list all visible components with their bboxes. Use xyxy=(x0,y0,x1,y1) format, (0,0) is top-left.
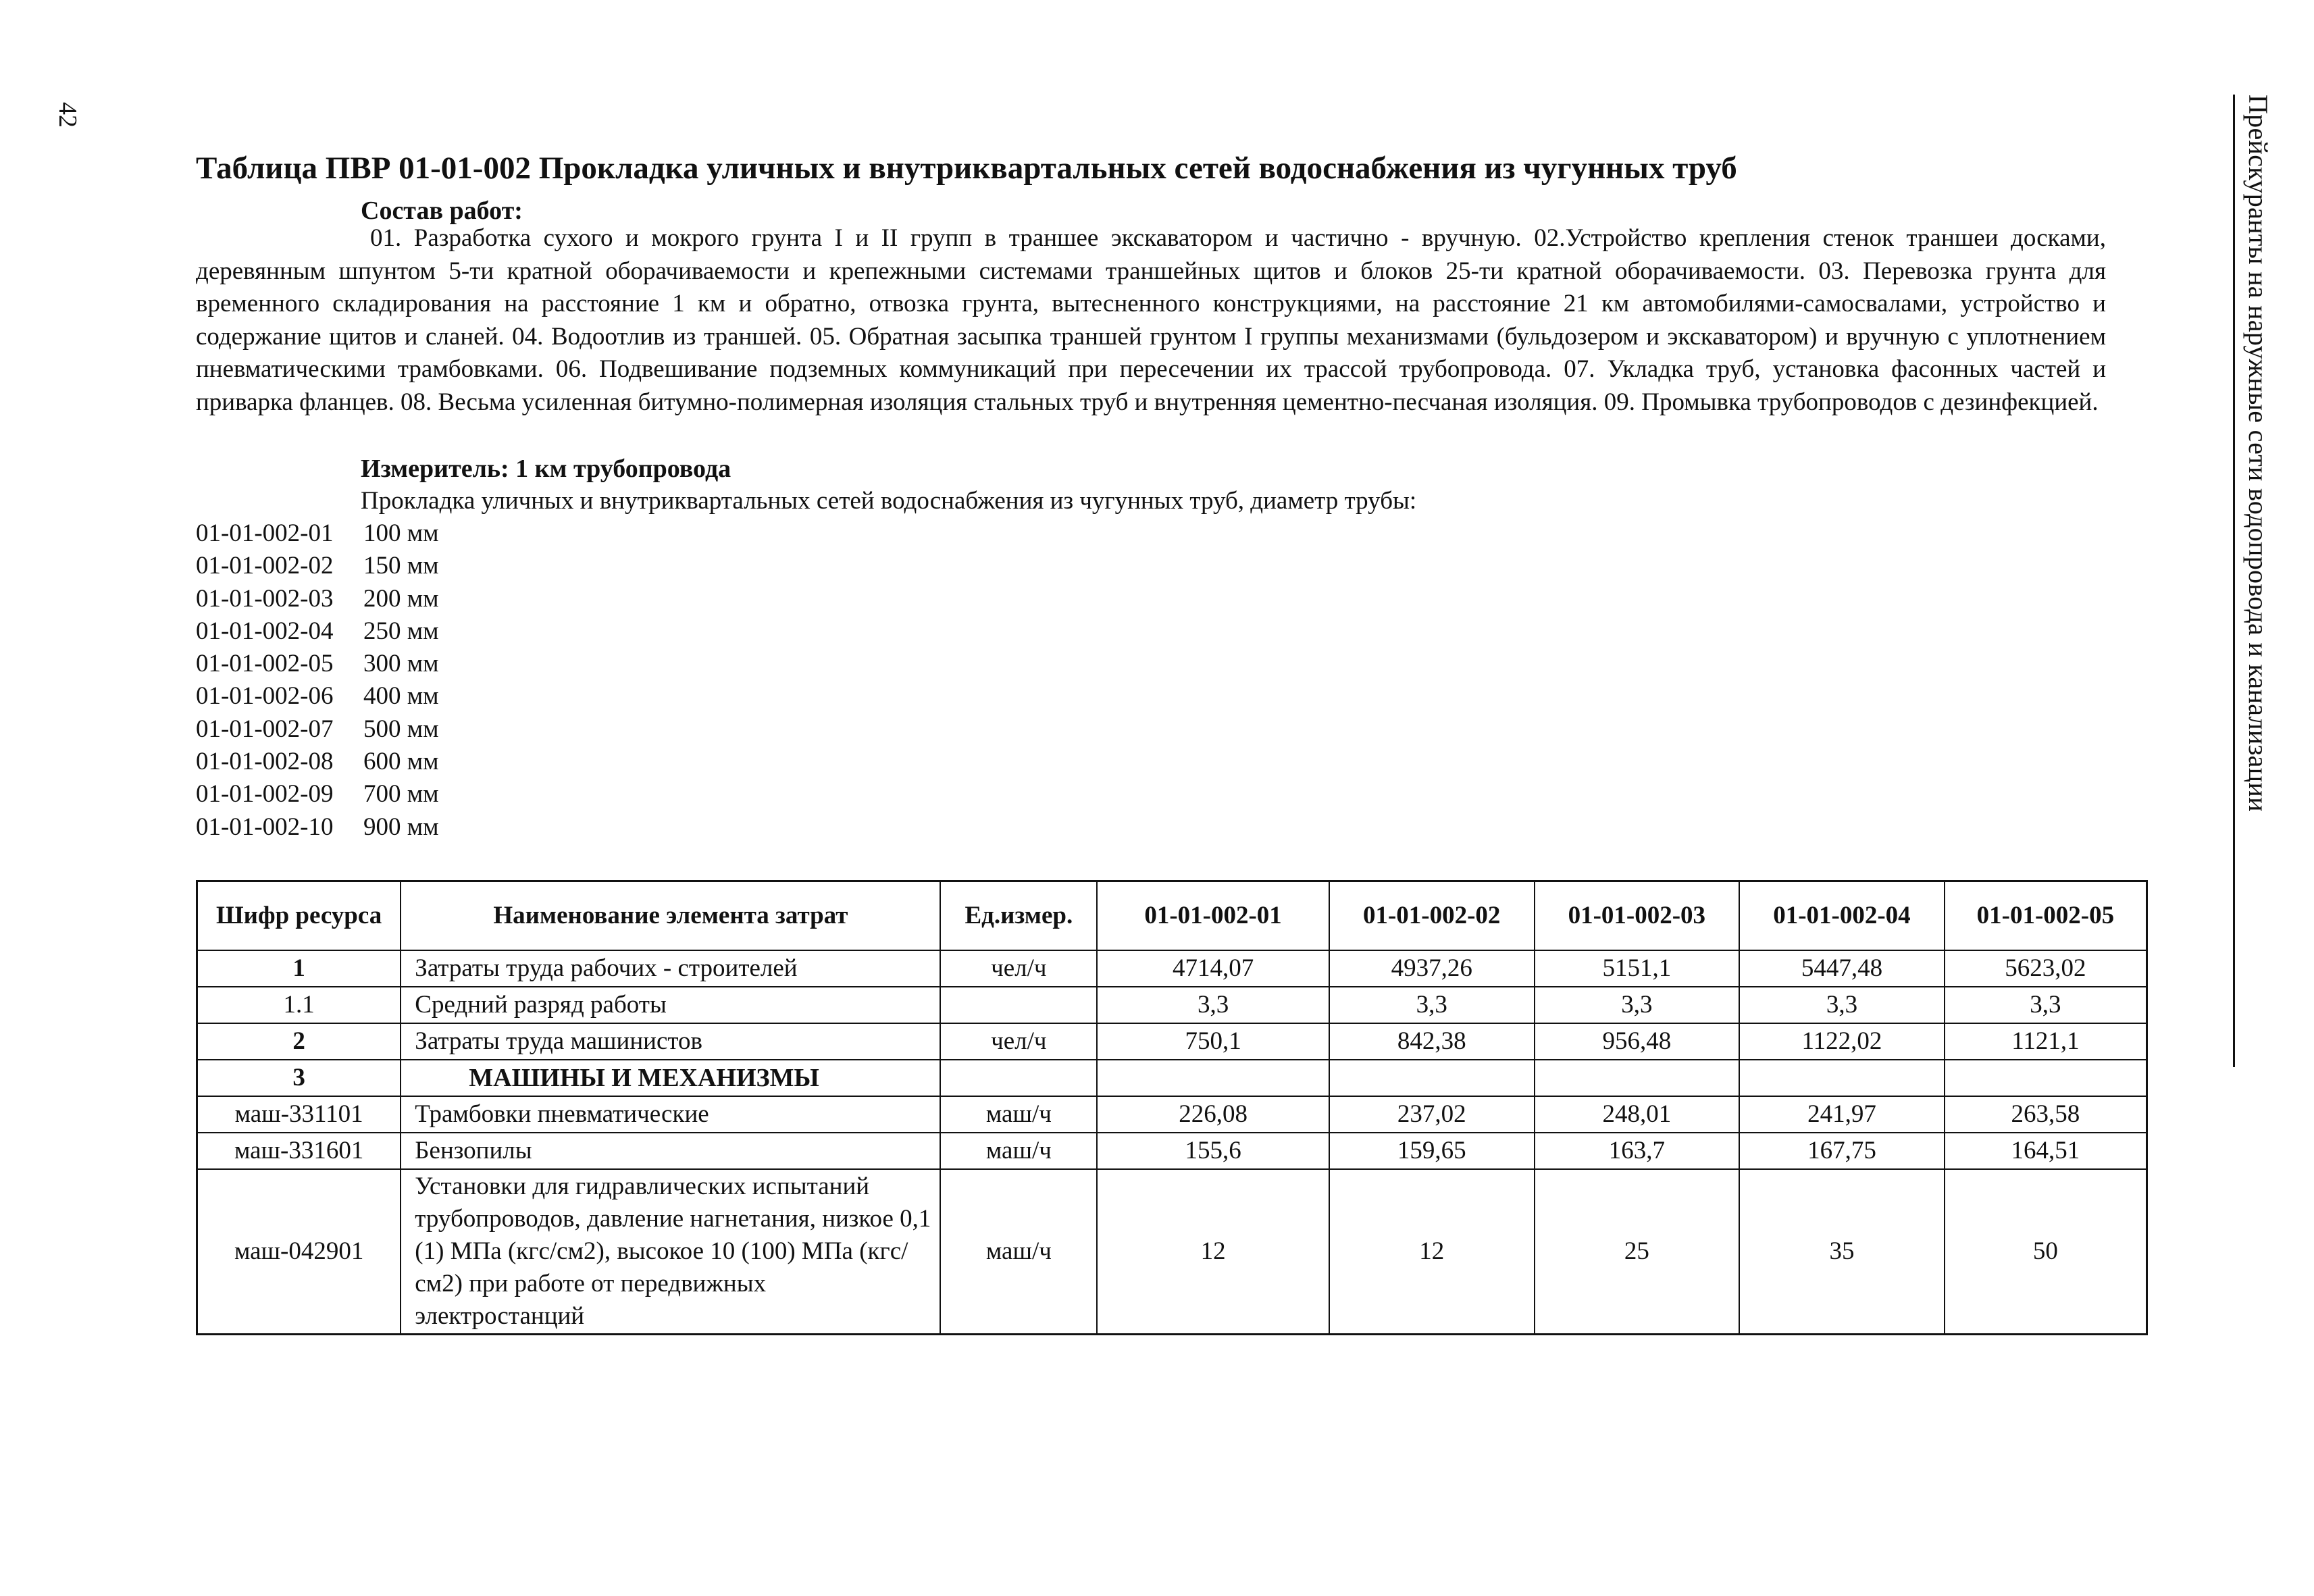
value: 3,3 xyxy=(1329,987,1535,1023)
value xyxy=(1097,1060,1329,1096)
value: 241,97 xyxy=(1739,1096,1945,1133)
cost-element-name: Трамбовки пневматические xyxy=(401,1096,940,1133)
code-list-item xyxy=(196,713,439,746)
code-list-item xyxy=(196,746,439,778)
value xyxy=(1945,1060,2147,1096)
value: 3,3 xyxy=(1945,987,2147,1023)
value: 12 xyxy=(1097,1169,1329,1335)
value: 163,7 xyxy=(1535,1133,1740,1169)
code: 01-01-002-02 xyxy=(196,552,334,580)
col-header-value: 01-01-002-05 xyxy=(1945,881,2147,951)
side-running-title: Прейскуранты на наружные сети водопровода и канализации xyxy=(2243,95,2273,812)
table-row xyxy=(197,950,2147,987)
section-heading: МАШИНЫ И МЕХАНИЗМЫ xyxy=(401,1060,940,1096)
diameter: 500 мм xyxy=(363,715,439,743)
cost-element-name: Затраты труда машинистов xyxy=(401,1023,940,1060)
resource-code: 1.1 xyxy=(197,987,401,1023)
resource-code: 2 xyxy=(197,1023,401,1060)
code: 01-01-002-08 xyxy=(196,748,334,776)
table-row xyxy=(197,1096,2147,1133)
code-list xyxy=(196,517,439,844)
resource-code: 3 xyxy=(197,1060,401,1096)
value: 50 xyxy=(1945,1169,2147,1335)
pipe-intro: Прокладка уличных и внутриквартальных сетей водоснабжения из чугунных труб, диаметр трубы: xyxy=(361,487,1417,515)
code: 01-01-002-03 xyxy=(196,584,334,613)
value: 12 xyxy=(1329,1169,1535,1335)
value: 842,38 xyxy=(1329,1023,1535,1060)
value: 25 xyxy=(1535,1169,1740,1335)
value: 4714,07 xyxy=(1097,950,1329,987)
value: 5447,48 xyxy=(1739,950,1945,987)
code: 01-01-002-05 xyxy=(196,650,334,678)
unit: маш/ч xyxy=(940,1133,1097,1169)
value xyxy=(1329,1060,1535,1096)
resource-code: 1 xyxy=(197,950,401,987)
code: 01-01-002-01 xyxy=(196,519,334,547)
code-list-item xyxy=(196,583,439,615)
table-row xyxy=(197,1023,2147,1060)
col-header-name: Наименование элемента затрат xyxy=(401,881,940,951)
value: 35 xyxy=(1739,1169,1945,1335)
table-row xyxy=(197,987,2147,1023)
page-number: 42 xyxy=(53,102,82,128)
cost-table xyxy=(196,880,2148,1335)
value: 1121,1 xyxy=(1945,1023,2147,1060)
value: 3,3 xyxy=(1535,987,1740,1023)
unit xyxy=(940,987,1097,1023)
code-list-item xyxy=(196,615,439,648)
unit: маш/ч xyxy=(940,1096,1097,1133)
code: 01-01-002-06 xyxy=(196,682,334,711)
cost-element-name: Средний разряд работы xyxy=(401,987,940,1023)
code-list-item xyxy=(196,680,439,713)
diameter: 300 мм xyxy=(363,650,439,678)
unit xyxy=(940,1060,1097,1096)
value: 3,3 xyxy=(1739,987,1945,1023)
value xyxy=(1535,1060,1740,1096)
cost-element-name: Бензопилы xyxy=(401,1133,940,1169)
resource-code: маш-042901 xyxy=(197,1169,401,1335)
code: 01-01-002-07 xyxy=(196,715,334,743)
table-row-section xyxy=(197,1060,2147,1096)
measure-label: Измеритель: 1 км трубопровода xyxy=(361,455,731,483)
diameter: 150 мм xyxy=(363,552,439,580)
code-list-item xyxy=(196,648,439,680)
col-header-value: 01-01-002-04 xyxy=(1739,881,1945,951)
col-header-value: 01-01-002-03 xyxy=(1535,881,1740,951)
col-header-value: 01-01-002-01 xyxy=(1097,881,1329,951)
composition-label: Состав работ: xyxy=(361,197,523,225)
side-rule xyxy=(2233,95,2235,1067)
col-header-code: Шифр ресурса xyxy=(197,881,401,951)
table-title: Таблица ПВР 01-01-002 Прокладка уличных и внутриквартальных сетей водоснабжения из чугунных труб xyxy=(196,151,1737,186)
value: 237,02 xyxy=(1329,1096,1535,1133)
resource-code: маш-331101 xyxy=(197,1096,401,1133)
resource-code: маш-331601 xyxy=(197,1133,401,1169)
value: 159,65 xyxy=(1329,1133,1535,1169)
unit: маш/ч xyxy=(940,1169,1097,1335)
value: 3,3 xyxy=(1097,987,1329,1023)
col-header-value: 01-01-002-02 xyxy=(1329,881,1535,951)
value: 167,75 xyxy=(1739,1133,1945,1169)
table-header-row xyxy=(197,881,2147,951)
code: 01-01-002-09 xyxy=(196,780,334,808)
col-header-unit: Ед.измер. xyxy=(940,881,1097,951)
composition-text: 01. Разработка сухого и мокрого грунта I и II групп в траншее экскаватором и частично - вручную. 02.Устройство крепления стенок траншеи досками, деревянным шпунтом 5-ти кратной оборачиваемости и крепежными системами траншейных щитов и блоков 25-ти кратной оборачиваемости. 03. Перевозка грунта для временного складирования на расстояние 1 км и обратно, отвозка грунта, вытесненного конструкциями, на расстояние 21 км автомобилями-самосвалами, устройство и содержание щитов и сланей. 04. Водоотлив из траншей. 05. Обратная засыпка траншей грунтом I группы механизмами (бульдозером и экскаватором) и вручную с уплотнением пневматическими трамбовками. 06. Подвешивание подземных коммуникаций при пересечении их трассой трубопровода. 07. Укладка труб, установка фасонных частей и приварка фланцев. 08. Весьма усиленная битумно-полимерная изоляция стальных труб и внутренняя цементно-песчаная изоляция. 09. Промывка трубопроводов с дезинфекцией. xyxy=(196,224,2106,416)
value: 956,48 xyxy=(1535,1023,1740,1060)
value: 263,58 xyxy=(1945,1096,2147,1133)
value: 164,51 xyxy=(1945,1133,2147,1169)
diameter: 100 мм xyxy=(363,519,439,547)
value: 750,1 xyxy=(1097,1023,1329,1060)
value: 4937,26 xyxy=(1329,950,1535,987)
code: 01-01-002-10 xyxy=(196,813,334,841)
table-row xyxy=(197,1169,2147,1335)
code-list-item xyxy=(196,550,439,582)
unit: чел/ч xyxy=(940,950,1097,987)
value: 226,08 xyxy=(1097,1096,1329,1133)
diameter: 700 мм xyxy=(363,780,439,808)
cost-element-name: Установки для гидравлических испытаний трубопроводов, давление нагнетания, низкое 0,1 (1) МПа (кгс/см2), высокое 10 (100) МПа (кгс/см2) при работе от передвижных электростанций xyxy=(401,1169,940,1335)
code-list-item xyxy=(196,517,439,550)
diameter: 400 мм xyxy=(363,682,439,711)
value: 5623,02 xyxy=(1945,950,2147,987)
diameter: 900 мм xyxy=(363,813,439,841)
value: 1122,02 xyxy=(1739,1023,1945,1060)
diameter: 200 мм xyxy=(363,584,439,613)
cost-element-name: Затраты труда рабочих - строителей xyxy=(401,950,940,987)
value xyxy=(1739,1060,1945,1096)
value: 155,6 xyxy=(1097,1133,1329,1169)
code: 01-01-002-04 xyxy=(196,617,334,645)
code-list-item xyxy=(196,778,439,810)
unit: чел/ч xyxy=(940,1023,1097,1060)
diameter: 600 мм xyxy=(363,748,439,776)
diameter: 250 мм xyxy=(363,617,439,645)
value: 5151,1 xyxy=(1535,950,1740,987)
code-list-item xyxy=(196,811,439,844)
table-row xyxy=(197,1133,2147,1169)
value: 248,01 xyxy=(1535,1096,1740,1133)
